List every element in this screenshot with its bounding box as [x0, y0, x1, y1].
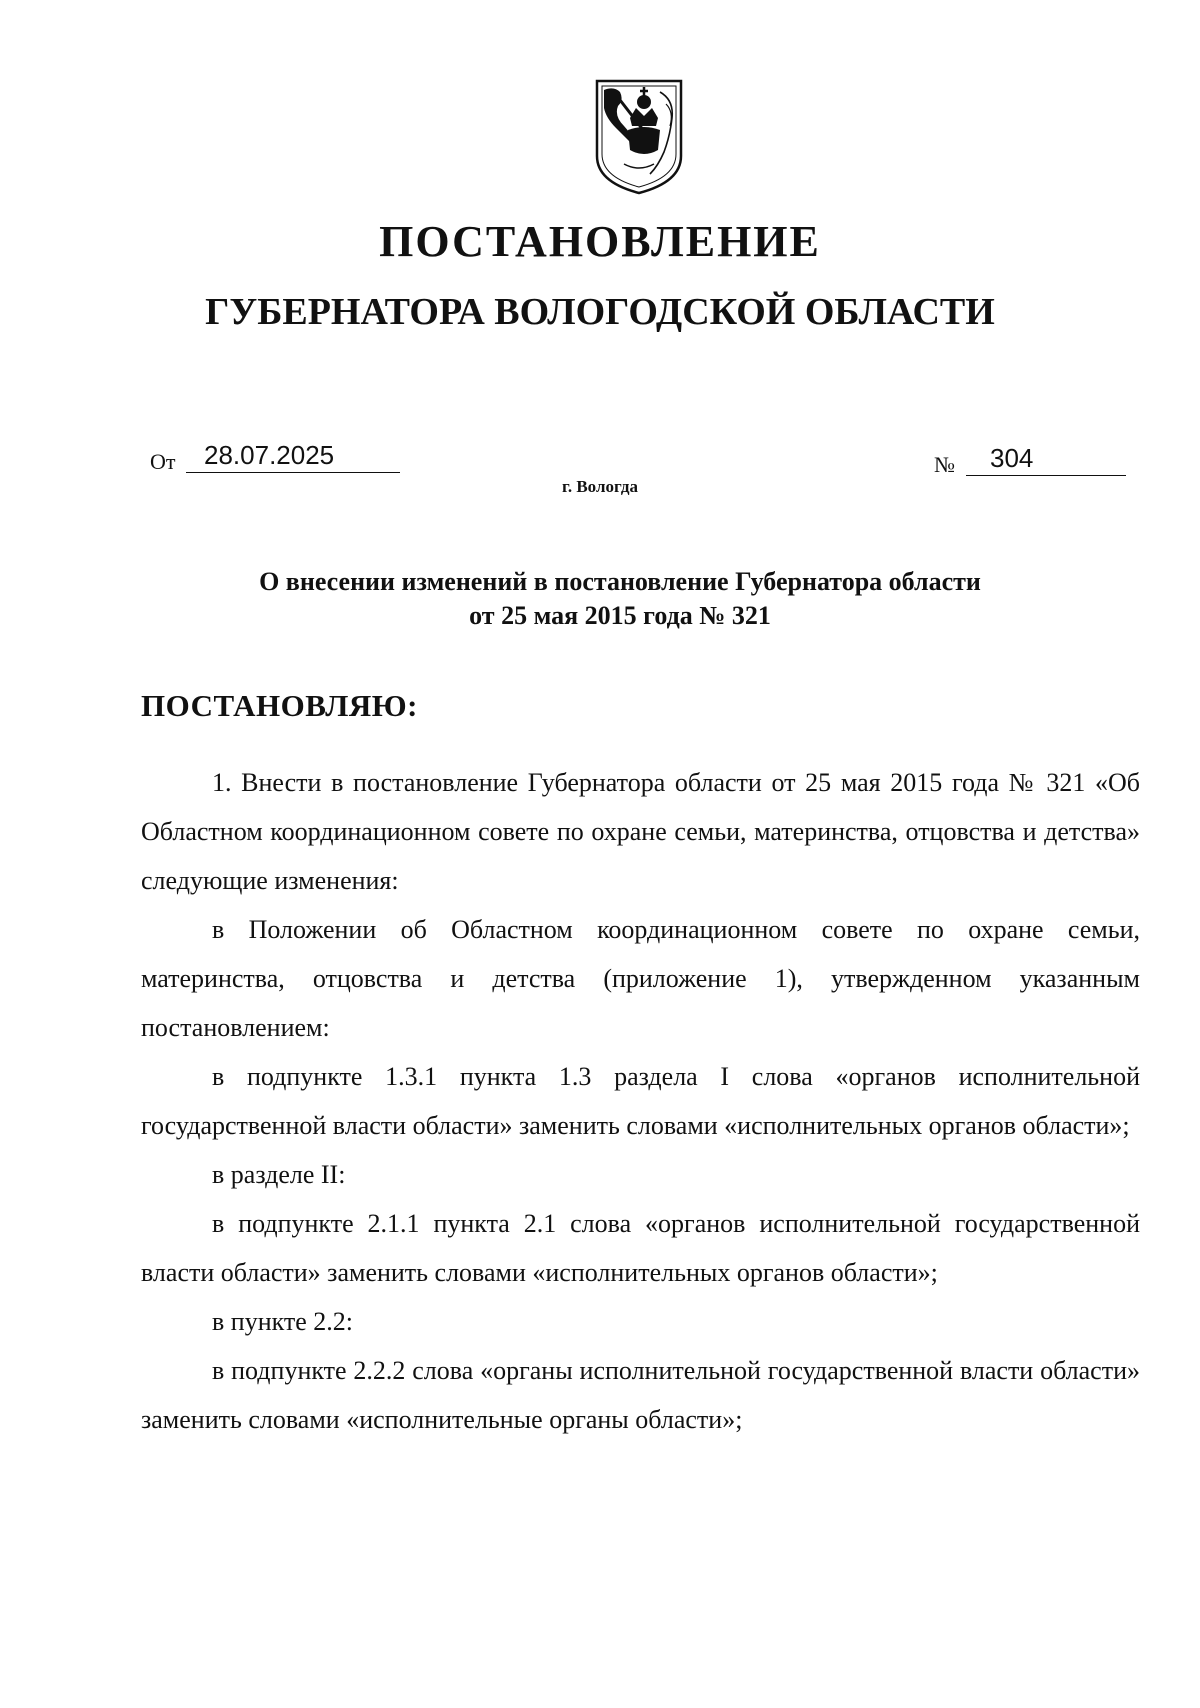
decree-heading: ПОСТАНОВЛЯЮ:: [141, 688, 418, 723]
document-body: [141, 758, 1140, 1444]
paragraph: в подпункте 2.1.1 пункта 2.1 слова «органов исполнительной государственной власти области» заменить словами «исполнительных органов области»;: [141, 1209, 1140, 1287]
vologda-coat-of-arms-icon: [594, 78, 684, 196]
paragraph: 1. Внести в постановление Губернатора области от 25 мая 2015 года № 321 «Об Областном координационном совете по охране семьи, материнства, отцовства и детства» следующие изменения:: [141, 768, 1140, 895]
city-name: г. Вологда: [562, 477, 638, 496]
document-number: 304: [966, 441, 1126, 476]
document-date: 28.07.2025: [186, 438, 400, 473]
document-type-title: ПОСТАНОВЛЕНИЕ: [379, 217, 821, 266]
paragraph: в Положении об Областном координационном совете по охране семьи, материнства, отцовства и детства (приложение 1), утвержденном указанным постановлением:: [141, 915, 1140, 1042]
paragraph: в подпункте 1.3.1 пункта 1.3 раздела I слова «органов исполнительной государственной власти области» заменить словами «исполнительных органов области»;: [141, 1062, 1140, 1140]
paragraph: в разделе II:: [212, 1160, 346, 1189]
document-title: [200, 565, 1040, 633]
number-label: №: [934, 452, 955, 477]
document-title-line-2: от 25 мая 2015 года № 321: [469, 601, 771, 630]
paragraph: в подпункте 2.2.2 слова «органы исполнительной государственной власти области» заменить словами «исполнительные органы области»;: [141, 1356, 1140, 1434]
date-label: От: [150, 449, 176, 474]
document-title-line-1: О внесении изменений в постановление Губернатора области: [259, 567, 981, 596]
paragraph: в пункте 2.2:: [212, 1307, 354, 1336]
issuer-title: ГУБЕРНАТОРА ВОЛОГОДСКОЙ ОБЛАСТИ: [205, 291, 995, 333]
